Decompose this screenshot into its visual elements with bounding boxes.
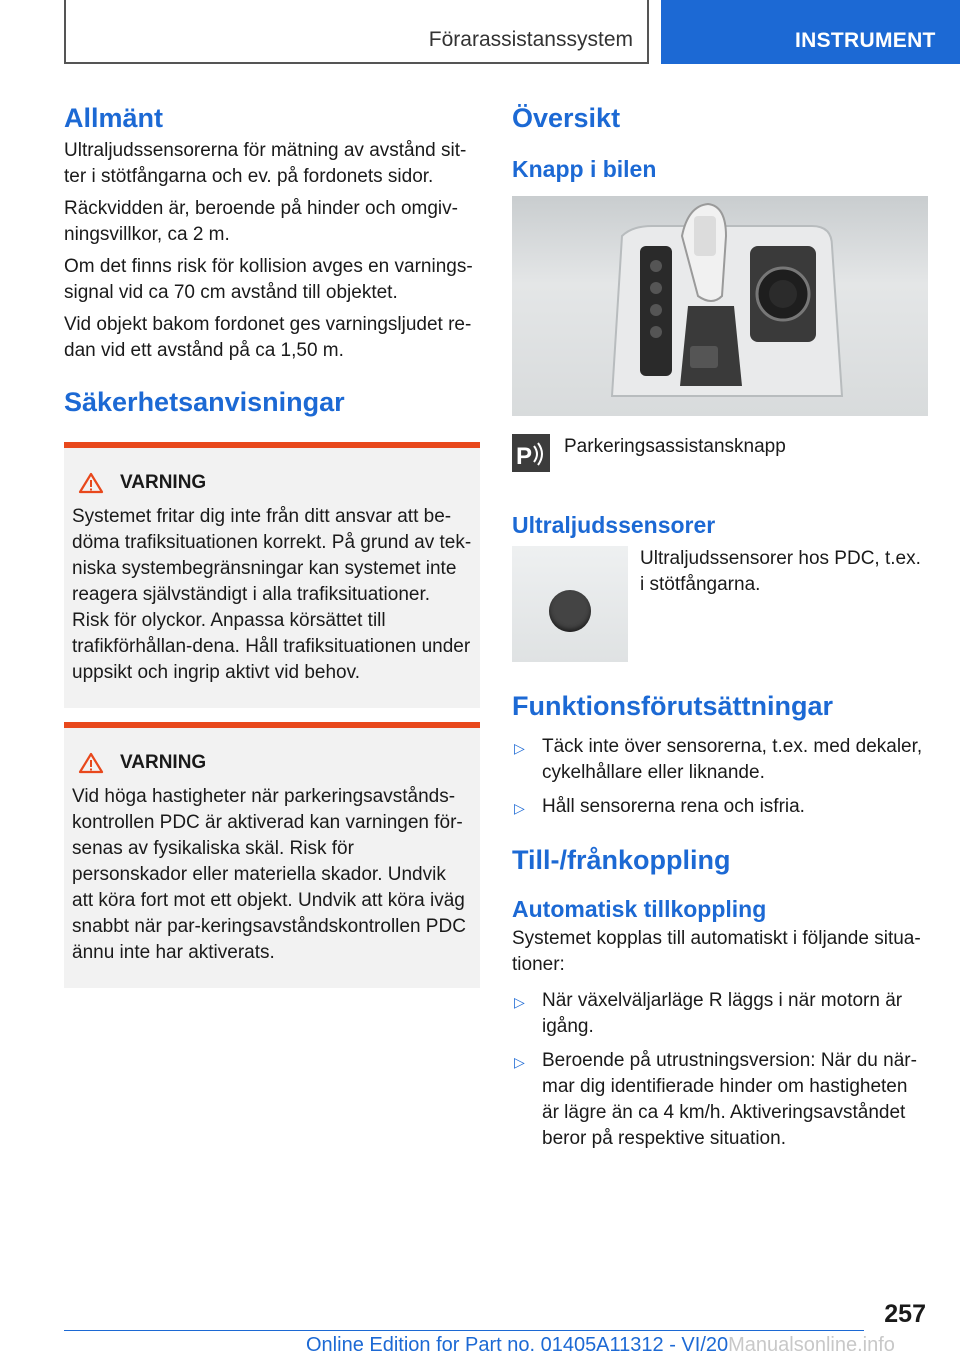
warning-label-1: VARNING	[120, 472, 207, 493]
warning-triangle-icon	[78, 472, 104, 494]
auto-list	[512, 988, 928, 1152]
triangle-bullet-icon: ▷	[514, 1054, 525, 1070]
onoff-heading: Till-/frånkoppling	[512, 845, 731, 875]
warning-text-1: Systemet fritar dig inte från ditt ansvar att be-döma trafiksituationen korrekt. På grund av tek-niska systembegränsningar kan systemet inte reagera självständigt i alla trafiksituationer. Risk för olyckor. Anpassa körsättet till trafikförhållan-dena. Håll trafiksituationen under uppsikt och ingrip aktivt vid behov.	[72, 506, 472, 683]
warning-box-1	[64, 442, 480, 708]
requirements-heading: Funktionsförutsättningar	[512, 691, 833, 721]
footer-divider	[64, 1330, 864, 1331]
list-item: ▷ Täck inte över sensorerna, t.ex. med dekaler, cykelhållare eller liknande.	[514, 736, 923, 783]
right-column	[512, 100, 928, 1160]
auto-heading: Automatisk tillkoppling	[512, 896, 767, 922]
allmant-heading: Allmänt	[64, 103, 164, 133]
auto-text: Systemet kopplas till automatiskt i följande situa-tioner:	[512, 928, 921, 975]
warning-triangle-icon	[78, 752, 104, 774]
header-section-box	[64, 0, 649, 64]
button-heading: Knapp i bilen	[512, 156, 657, 182]
triangle-bullet-icon: ▷	[514, 994, 525, 1010]
warning-title-1	[72, 470, 472, 496]
parking-assist-button-icon	[512, 434, 550, 472]
page-number: 257	[884, 1300, 926, 1328]
center-console-photo	[512, 196, 928, 416]
overview-heading: Översikt	[512, 103, 621, 133]
header-chapter-title: INSTRUMENT	[795, 29, 936, 52]
sensors-text: Ultraljudssensorer hos PDC, t.ex. i stötfångarna.	[640, 548, 921, 595]
pdc-caption-row	[512, 434, 928, 472]
pdc-caption: Parkeringsassistansknapp	[564, 436, 786, 457]
sensors-heading: Ultraljudssensorer	[512, 512, 716, 538]
allmant-paragraph-4: Vid objekt bakom fordonet ges varningsljudet re-dan vid ett avstånd på ca 1,50 m.	[64, 314, 472, 361]
footer-edition-text: Online Edition for Part no. 01405A11312 - VI/20	[306, 1334, 729, 1356]
svg-text:P: P	[516, 443, 533, 470]
warning-box-2	[64, 722, 480, 988]
triangle-bullet-icon: ▷	[514, 800, 525, 816]
warning-text-2: Vid höga hastigheter när parkeringsavstånds-kontrollen PDC är aktiverad kan varningen för-senas av fysikaliska skäl. Risk för personskador eller materiella skador. Undvik att köra fort mot ett objekt. Undvik att köra iväg snabbt när par-keringsavståndskontrollen PDC ännu inte har aktiverats.	[72, 786, 466, 963]
triangle-bullet-icon: ▷	[514, 740, 525, 756]
header-section-title: Förarassistanssystem	[428, 28, 633, 51]
left-column	[64, 100, 480, 988]
safety-heading: Säkerhetsanvisningar	[64, 387, 345, 417]
allmant-paragraph-1: Ultraljudssensorerna för mätning av avstånd sit-ter i stötfångarna och ev. på fordonets sidor.	[64, 140, 467, 187]
header-chapter-tab[interactable]	[661, 0, 960, 64]
footer-edition	[306, 1334, 895, 1357]
footer-watermark: Manualsonline.info	[728, 1334, 895, 1356]
center-console-illustration	[512, 196, 928, 416]
warning-label-2: VARNING	[120, 752, 207, 773]
requirements-list	[512, 734, 928, 820]
list-item: ▷ När växelväljarläge R läggs i när motorn är igång.	[514, 990, 903, 1037]
sensor-photo	[512, 546, 628, 662]
sensor-row	[512, 546, 928, 662]
sensor-dot-icon	[549, 590, 591, 632]
list-item: ▷ Håll sensorerna rena och isfria.	[512, 794, 928, 820]
list-item: ▷ Beroende på utrustningsversion: När du när-mar dig identifierade hinder om hastigheten är lägre än ca 4 km/h. Aktiveringsavståndet beror på respektive situation.	[514, 1050, 917, 1149]
warning-title-2	[72, 750, 472, 776]
allmant-paragraph-2: Räckvidden är, beroende på hinder och omgiv-ningsvillkor, ca 2 m.	[64, 198, 458, 245]
allmant-paragraph-3: Om det finns risk för kollision avges en varnings-signal vid ca 70 cm avstånd till objektet.	[64, 256, 473, 303]
